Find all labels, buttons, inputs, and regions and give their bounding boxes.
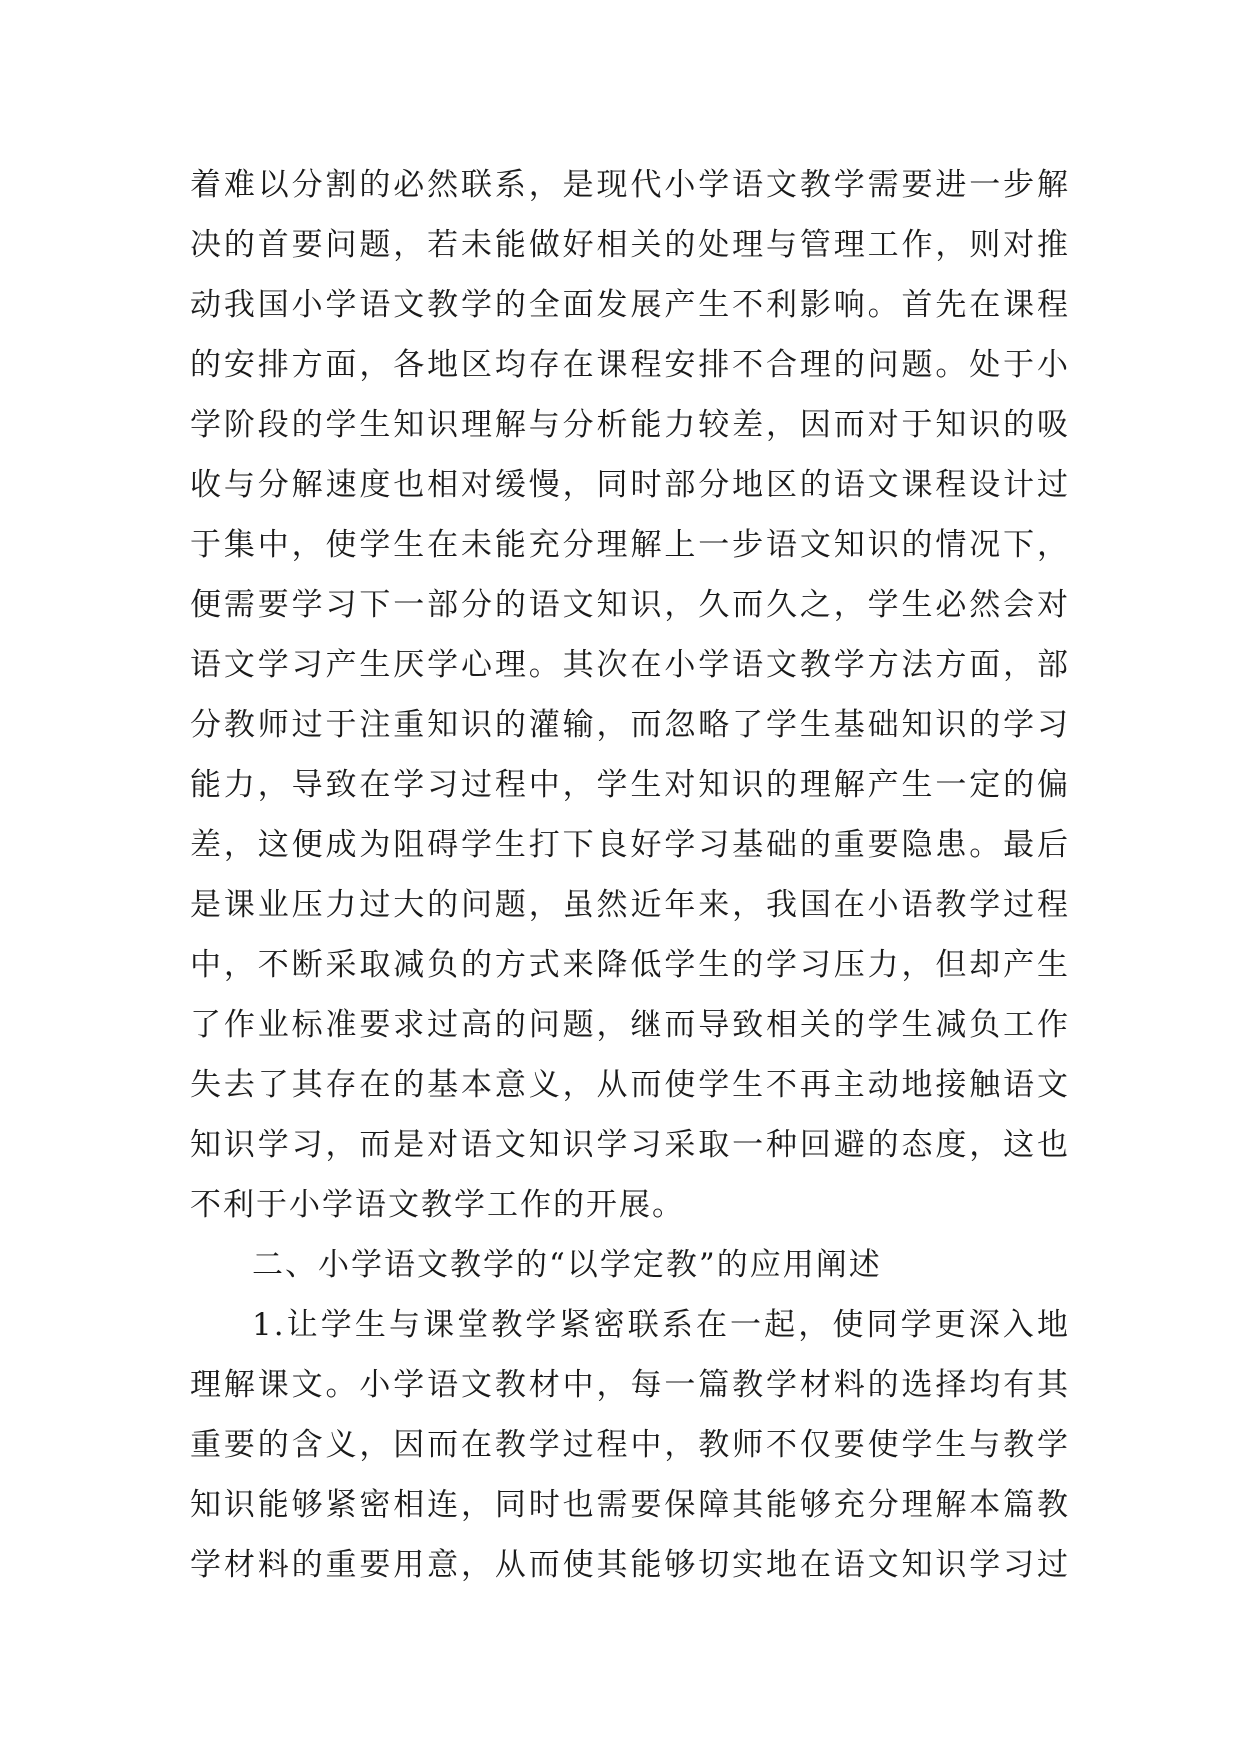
text-line: 中，不断采取减负的方式来降低学生的学习压力，但却产生 <box>190 947 1070 983</box>
text-line: 分教师过于注重知识的灌输，而忽略了学生基础知识的学习 <box>190 707 1070 743</box>
text-line: 知识能够紧密相连，同时也需要保障其能够充分理解本篇教 <box>190 1487 1070 1523</box>
text-line: 决的首要问题，若未能做好相关的处理与管理工作，则对推 <box>190 227 1070 263</box>
text-line: 差，这便成为阻碍学生打下良好学习基础的重要隐患。最后 <box>190 827 1070 863</box>
text-line: 是课业压力过大的问题，虽然近年来，我国在小语教学过程 <box>190 887 1070 923</box>
text-line: 知识学习，而是对语文知识学习采取一种回避的态度，这也 <box>190 1127 1070 1163</box>
text-line: 的安排方面，各地区均存在课程安排不合理的问题。处于小 <box>190 347 1070 383</box>
section-heading: 二、小学语文教学的“以学定教”的应用阐述 <box>252 1247 882 1283</box>
text-line: 学阶段的学生知识理解与分析能力较差，因而对于知识的吸 <box>190 407 1070 443</box>
text-line: 重要的含义，因而在教学过程中，教师不仅要使学生与教学 <box>190 1427 1070 1463</box>
text-line: 便需要学习下一部分的语文知识，久而久之，学生必然会对 <box>190 587 1070 623</box>
text-line: 了作业标准要求过高的问题，继而导致相关的学生减负工作 <box>190 1007 1070 1043</box>
text-line: 于集中，使学生在未能充分理解上一步语文知识的情况下， <box>190 527 1070 563</box>
body-text <box>190 155 1070 1595</box>
text-line: 语文学习产生厌学心理。其次在小学语文教学方法方面，部 <box>190 647 1070 683</box>
text-line: 着难以分割的必然联系，是现代小学语文教学需要进一步解 <box>190 167 1070 203</box>
text-line: 动我国小学语文教学的全面发展产生不利影响。首先在课程 <box>190 287 1070 323</box>
text-line: 失去了其存在的基本意义，从而使学生不再主动地接触语文 <box>190 1067 1070 1103</box>
text-line: 能力，导致在学习过程中，学生对知识的理解产生一定的偏 <box>190 767 1070 803</box>
text-line: 收与分解速度也相对缓慢，同时部分地区的语文课程设计过 <box>190 467 1070 503</box>
text-line: 1.让学生与课堂教学紧密联系在一起，使同学更深入地 <box>252 1307 1070 1343</box>
text-line: 理解课文。小学语文教材中，每一篇教学材料的选择均有其 <box>190 1367 1070 1403</box>
text-line: 学材料的重要用意，从而使其能够切实地在语文知识学习过 <box>190 1547 1070 1583</box>
text-line: 不利于小学语文教学工作的开展。 <box>190 1187 685 1223</box>
